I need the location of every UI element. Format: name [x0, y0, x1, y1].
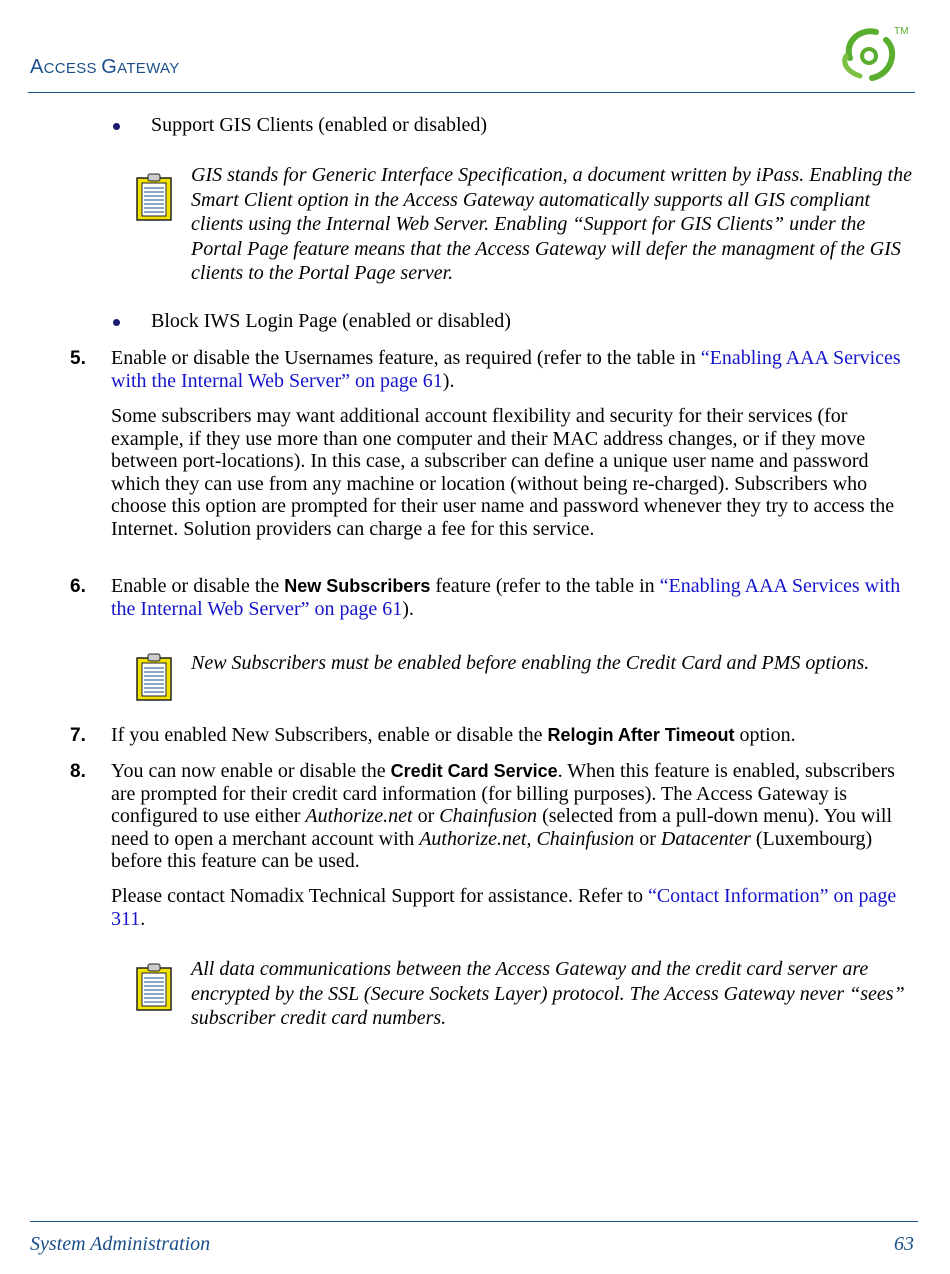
step-6-pre: Enable or disable the: [111, 575, 285, 597]
bullet-marker: [113, 123, 120, 130]
step-number-6: 6.: [70, 576, 86, 597]
header-title-cap-a: A: [30, 56, 44, 78]
step-8-paragraph: [111, 885, 916, 930]
ui-credit-card-service: Credit Card Service: [390, 761, 558, 781]
step-6-post: ).: [402, 597, 414, 620]
step-8-t1: . When this feature is enabled, subscribers are prompted for their credit card information (for billing purposes). The Access Gateway is configured to use either: [111, 760, 895, 827]
step-5-text: [111, 347, 916, 392]
header-title: [30, 56, 180, 79]
header-rule: [28, 92, 915, 93]
step-8-para-pre: Please contact Nomadix Technical Support for assistance. Refer to: [111, 885, 648, 907]
note-icon: [135, 172, 173, 222]
step-8-t4: ,: [526, 827, 537, 850]
footer-page-number: 63: [894, 1233, 914, 1255]
link-contact-information[interactable]: “Contact Information” on page 311: [111, 885, 897, 930]
note-icon: [135, 652, 173, 702]
step-8-i1: Authorize.net: [305, 805, 413, 827]
ui-new-subscribers: New Subscribers: [284, 576, 431, 596]
step-8-t5: or: [634, 827, 661, 850]
bullet-marker: [113, 319, 120, 326]
step-8-t3: (selected from a pull-down menu). You will need to open a merchant account with: [111, 805, 893, 850]
step-5-paragraph: Some subscribers may want additional account flexibility and security for their services (for example, if they use more than one computer and their MAC address changes, or if they move between port-locations). In this case, a subscriber can define a unique user name and password which they can use from any machine or location (without being re-charged). Subscribers who choose this option are prompted for their user name and password whenever they try to access the Internet. Solution providers can charge a fee for this service.: [111, 405, 895, 540]
bullet-support-gis: Support GIS Clients (enabled or disabled): [151, 114, 488, 136]
step-8-t6: (Luxembourg) before this feature can be used.: [111, 827, 873, 872]
trademark-mark: TM: [894, 26, 909, 37]
note-ssl: All data communications between the Access Gateway and the credit card server are encrypted by the SSL (Secure Sockets Layer) protocol. The Access Gateway never “sees” subscriber credit card numbers.: [191, 958, 905, 1029]
step-6-text: [111, 575, 916, 620]
step-8-para-post: .: [140, 907, 146, 930]
header-title-rest-g: ATEWAY: [117, 60, 180, 77]
header-title-rest-a: CCESS: [43, 60, 102, 77]
step-number-7: 7.: [70, 725, 86, 746]
step-8-t2: or: [412, 805, 440, 827]
step-7-post: option.: [734, 724, 796, 746]
footer-rule: [30, 1221, 918, 1222]
step-5-post: ).: [442, 369, 455, 392]
step-7-pre: If you enabled New Subscribers, enable or disable the: [111, 724, 548, 746]
step-8-pre: You can now enable or disable the: [111, 760, 391, 782]
step-number-8: 8.: [70, 761, 86, 782]
step-number-5: 5.: [70, 348, 86, 369]
footer-section-title: System Administration: [30, 1233, 211, 1255]
link-enabling-aaa[interactable]: “Enabling AAA Services with the Internal Web Server” on page 61: [111, 347, 901, 392]
step-6-mid: feature (refer to the table in: [430, 575, 660, 597]
note-new-subscribers: New Subscribers must be enabled before enabling the Credit Card and PMS options.: [191, 652, 870, 674]
step-8-i3: Authorize.net: [419, 827, 527, 850]
bullet-block-iws: Block IWS Login Page (enabled or disabled): [151, 310, 511, 332]
link-enabling-aaa[interactable]: “Enabling AAA Services with the Internal Web Server” on page 61: [111, 575, 901, 620]
step-8-i4: Chainfusion: [536, 827, 635, 850]
step-8-text: [111, 760, 916, 873]
step-7-text: [111, 724, 916, 747]
note-gis: GIS stands for Generic Interface Specification, a document written by iPass. Enabling the Smart Client option in the Access Gateway automatically supports all GIS compliant clients using the Internal Web Server. Enabling “Support for GIS Clients” under the Portal Page feature means that the Access Gateway will defer the managment of the GIS clients to the Portal Page server.: [191, 164, 912, 284]
logo-icon: [828, 20, 912, 92]
note-icon: [135, 962, 173, 1012]
step-8-i2: Chainfusion: [439, 805, 538, 827]
ui-relogin-after-timeout: Relogin After Timeout: [547, 725, 735, 745]
step-5-pre: Enable or disable the Usernames feature, as required (refer to the table in: [111, 347, 701, 369]
step-8-i5: Datacenter: [660, 827, 751, 850]
header-title-cap-g: G: [101, 56, 118, 78]
